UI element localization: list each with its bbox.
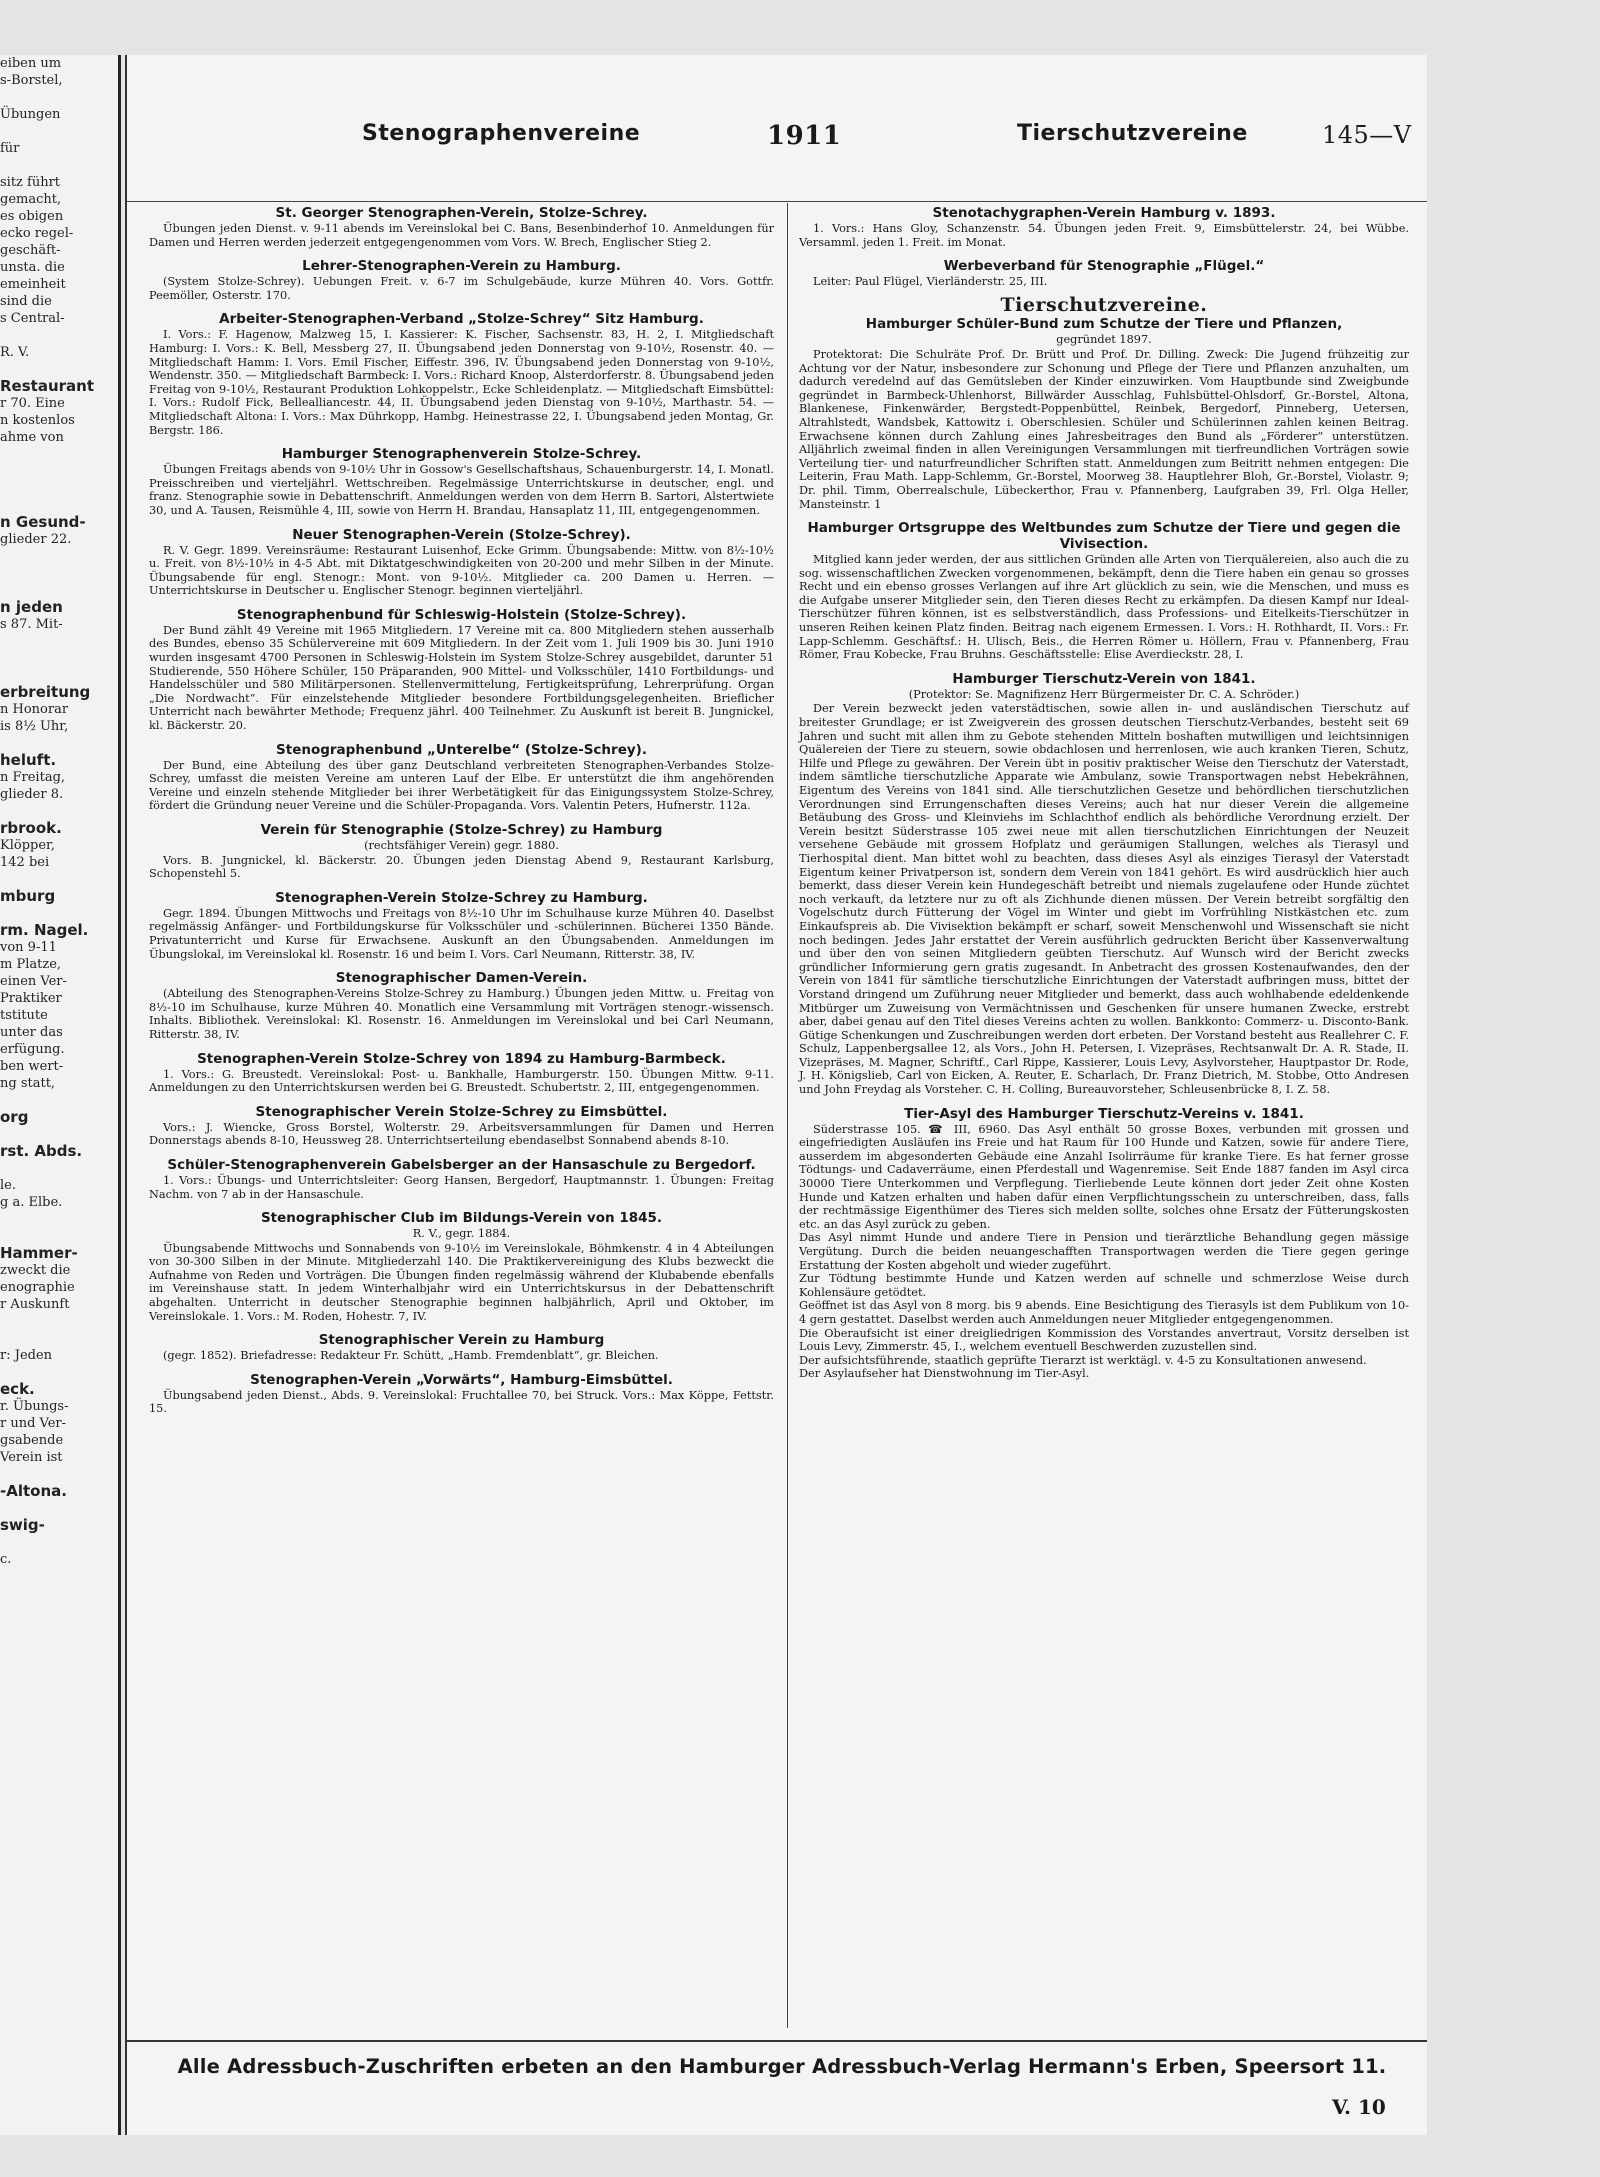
margin-fragment <box>0 89 118 106</box>
entry-title: Stenographen-Verein Stolze-Schrey zu Hamburg. <box>275 889 648 906</box>
margin-fragment: ben wert- <box>0 1059 64 1074</box>
entry-title: Stenotachygraphen-Verein Hamburg v. 1893. <box>932 205 1276 221</box>
entry-body: I. Vors.: F. Hagenow, Malzweg 15, I. Kassierer: K. Fischer, Sachsenstr. 83, H. 2, I. Mitgliedschaft Hamburg: I. Vors.: K. Bell, Messberg 27, II. Übungsabend jeden Donnerstag von 9-10½, Rosenstr. 40. — Mitgliedschaft Hamm: I. Vors. Emil Fischer, Eiffestr. 396, IV. Übungsabend jeden Donnerstag von 9-10½, Wendenstr. 350. — Mitgliedschaft Barmbeck: I. Vors.: Richard Knoop, Alsterdorferstr. 8. Übungsabend jeden Freitag von 9-10½, Restaurant Produktion Lohkoppelstr., Ecke Schleidenplatz. — Mitgliedschaft Eimsbüttel: I. Vors.: Rudolf Fick, Bellealliancestr. 44, II. Übungsabend jeden Dienstag von 9-10½, Marthastr. 54. — Mitgliedschaft Altona: I. Vors.: Max Dührkopp, Hambg. Heinestrasse 22, I. Übungsabend jeden Montag, Gr. Bergstr. 186. <box>149 328 774 437</box>
entry-title: Schüler-Stenographenverein Gabelsberger an der Hansaschule zu Bergedorf. <box>167 1156 756 1173</box>
entry-title: Stenographischer Verein zu Hamburg <box>318 1332 605 1349</box>
margin-fragment <box>0 667 118 684</box>
entry <box>149 970 774 1041</box>
footer-rule <box>127 2040 1427 2042</box>
entry <box>799 1106 1409 1381</box>
entry-subtitle: gegründet 1897. <box>1056 333 1152 347</box>
entry-title: Hamburger Stenographenverein Stolze-Schrey. <box>281 446 642 463</box>
margin-fragment: rst. Abds. <box>0 1142 83 1160</box>
entry-title: Hamburger Ortsgruppe des Weltbundes zum Schutze der Tiere und gegen die Vivisection. <box>807 520 1401 553</box>
right-column-top <box>799 205 1409 289</box>
margin-fragment <box>0 1211 118 1228</box>
margin-fragment: n Gesund- <box>0 513 86 531</box>
entry <box>149 311 774 437</box>
entry <box>149 1332 774 1363</box>
margin-fragment <box>0 480 118 497</box>
margin-fragment: heluft. <box>0 751 57 769</box>
entry-body: Mitglied kann jeder werden, der aus sittlichen Gründen alle Arten von Tierquälereien, also auch die zu sog. wissenschaftlichen Zwecken vorgenommenen, bekämpft, denn die Tiere haben ein genau so grosses Recht und ein ebenso grosses Verlangen auf ihre Art glücklich zu sein, wie die Menschen, und muss es die Aufgabe unserer Mitglieder sein, den Tieren dieses Recht zu erkämpfen. Da diesen Kampf nur Ideal-Tierschützer führen können, ist es selbstverständlich, dass Professions- und Eitelkeits-Tierschützer in unseren Reihen keinen Platz finden. Beitrag nach eigenem Ermessen. I. Vors.: H. Rothhardt, II. Vors.: Fr. Lapp-Schlemm. Geschäftsf.: H. Ulisch, Beis., die Herren Römer u. Höllern, Frau v. Pfannenberg, Frau Römer, Frau Kobecke, Frau Bruhns. Geschäftsstelle: Elise Averdieckstr. 28, I. <box>799 553 1409 662</box>
margin-fragment: rm. Nagel. <box>0 921 89 939</box>
margin-fragment <box>0 735 118 752</box>
right-column-main <box>799 316 1409 1381</box>
margin-fragment: Restaurant <box>0 377 94 395</box>
entry-title: Stenographenbund für Schleswig-Holstein (Stolze-Schrey). <box>236 606 687 623</box>
entry-body: 1. Vors.: Hans Gloy, Schanzenstr. 54. Übungen jeden Freit. 9, Eimsbüttelerstr. 24, bei Wübbe. Versamml. jeden 1. Freit. im Monat. <box>799 222 1409 249</box>
entry-title: Neuer Stenographen-Verein (Stolze-Schrey). <box>292 526 631 543</box>
entry-title: Tier-Asyl des Hamburger Tierschutz-Vereins v. 1841. <box>904 1105 1304 1122</box>
margin-fragment: n Honorar <box>0 702 69 717</box>
entry-body: Der Bund, eine Abteilung des über ganz Deutschland verbreiteten Stenographen-Verbandes Stolze-Schrey, umfasst die meisten Vereine am unteren Lauf der Elbe. Er unterstützt die ihm angehörenden Vereine und einzeln stehende Mitglieder bei ihrer Werbetätigkeit für das Einigungssystem Stolze-Schrey, fördert die Gründung neuer Vereine und die Schüler-Propaganda. Vors. Valentin Peters, Hufnerstr. 112a. <box>149 758 774 813</box>
margin-fragment: tstitute <box>0 1008 48 1023</box>
margin-fragment <box>0 1126 118 1143</box>
margin-fragment <box>0 1160 118 1177</box>
entry-body: Der Verein bezweckt jeden vaterstädtischen, sowie allen in- und ausländischen Tierschutz auf breitester Grundlage; er ist Zweigverein des grossen deutschen Tierschutz-Verbandes, besteht seit 69 Jahren und sucht mit allen ihm zu Gebote stehenden Mitteln boshaften mutwilligen und leichtsinnigen Quälereien der Tiere zu steuern, sowie obdachlosen und herrenlosen, wie auch kranken Tieren, Schutz, Hilfe und Pflege zu gewähren. Der Verein übt in positiv praktischer Weise den Tierschutz der Vaterstadt, indem sämtliche tierschutzliche Apparate wie Ambulanz, sowie Transportwagen nebst Hebekrähnen, Eigentum des Vereins von 1841 sind. Alle tierschutzlichen Gesetze und behördlichen tierschutzlichen Verordnungen sind Errungenschaften dieses Vereins; auch hat nur dieser Verein die allgemeine Betäubung des Gross- und Kleinviehs im Schlachthof endlich als behördliche Verordnung erzielt. Der Verein besitzt Süderstrasse 105 zwei neue mit allen tierschutzlichen Einrichtungen der Neuzeit versehene Gebäude mit grossem Hofplatz und geräumigen Stallungen, welches als Tierasyl und Tierhospital dient. Man bittet wohl zu beachten, dass dieses Asyl als einziges Tierasyl der Vaterstadt Eigentum keiner Privatperson ist, sondern dem Verein von 1841 gehört. Es wird ausdrücklich hier auch bemerkt, dass dieser Verein kein Hundegeschäft betreibt und niemals zugelaufene oder Hunde züchtet noch verkauft, da letztere nur zu oft als Zichhunde dienen müssen. Der Verein betreibt sorgfältig den Vogelschutz durch Fütterung der Vögel im Winter und giebt im Vorfrühling Nistkästchen etc. zum Einkaufspreis ab. Die Vivisektion bekämpft er scharf, soweit Menschenwohl und Wissenschaft sie nicht noch bedingen. Jedes Jahr erstattet der Verein ausführlich gedruckten Bericht über Kassenverwaltung und über den von seinen Mitgliedern geübten Tierschutz. Auf Wunsch wird der Bericht zwecks gründlicher Informierung gern gratis zugesandt. In Anbetracht des grossen Kostenaufwandes, den der Verein von 1841 für sämtliche tierschutzliche Einrichtungen der Vaterstadt aufbringen muss, bittet der Vorstand dringend um Zuführung neuer Mitglieder und bemerkt, dass auch wohlhabende edeldenkende Mitbürger um Zuweisung von Vermächtnissen und Geschenken für unsere humanen Zwecke, erstrebt aber, dabei genau auf den Titel dieses Vereins achten zu wollen. Bankkonto: Commerz- u. Disconto-Bank. Gütige Schenkungen und Zuschreibungen werden dort erbeten. Der Vorstand besteht aus Reallehrer C. F. Schulz, Lappenbergsallee 12, als Vors., John H. Petersen, I. Vizepräses, Rechtsanwalt Dr. A. R. Stade, II. Vizepräses, M. Magner, Schriftf., Carl Rippe, Kassierer, Louis Levy, Asylvorsteher, Hauptpastor Dr. Rode, J. H. Königslieb, Carl von Eicken, A. Reuter, E. Scharlach, Dr. Franz Dietrich, M. Stobbe, Otto Andresen und John Freydag als Vorsteher. C. H. Colling, Bureauvorsteher, Schleusenbrücke 8, I. Z. 58. <box>799 702 1409 1097</box>
margin-fragment: rbrook. <box>0 819 62 837</box>
entry <box>799 671 1409 1097</box>
margin-fragment <box>0 1330 118 1347</box>
margin-fragment <box>0 650 118 667</box>
entry <box>149 607 774 733</box>
margin-fragment: 142 bei <box>0 855 50 870</box>
entry-body: Übungen Freitags abends von 9-10½ Uhr in Gossow's Gesellschaftshaus, Schauenburgerstr. 14, I. Monatl. Preisschreiben und vierteljährl. Wettschreiben. Regelmässige Unterrichtskurse in deutscher, engl. und franz. Stenographie sowie in Debattenschrift. Anmeldungen werden von dem Herrn B. Sartori, Alstertwiete 30, und A. Tausen, Reismühle 4, III, sowie von Herrn H. Brandau, Hansaplatz 11, III, entgegengenommen. <box>149 463 774 517</box>
entry-body: Übungsabend jeden Dienst., Abds. 9. Vereinslokal: Fruchtallee 70, bei Struck. Vors.: Max Köppe, Fettstr. 15. <box>149 1388 774 1416</box>
margin-fragment: swig- <box>0 1516 45 1534</box>
margin-fragment: r: Jeden <box>0 1348 53 1363</box>
margin-fragment: s Central- <box>0 311 65 326</box>
entry-subtitle: (rechtsfähiger Verein) gegr. 1880. <box>364 839 559 852</box>
entry-title: Stenographen-Verein „Vorwärts“, Hamburg-Eimsbüttel. <box>250 1371 673 1388</box>
entry <box>149 890 774 961</box>
margin-fragment: R. V. <box>0 345 30 360</box>
entry-body: Süderstrasse 105. ☎ III, 6960. Das Asyl enthält 50 grosse Boxes, verbunden mit grossen und eingefriedigten Ausläufen ins Freie und hat Raum für 100 Hunde und Katzen, sowie für andere Tiere, ausserdem im abgesonderten Gebäude eine Anzahl Isolirräume für kranke Tiere. Es hat ferner grosse Tödtungs- und Cadaverräume, einen Pferdestall und Wagenremise. Seit Ende 1887 fanden im Asyl circa 30000 Tiere Unterkommen und Verpflegung. Tierliebende Leute können dort jeder Zeit ohne Kosten Hunde und Katzen erhalten und haben dafür einen Verpflichtungsschein zu unterschreiben, dass, falls der rechtmässige Eigenthümer des Tieres sich melden sollte, solches ohne Ersatz der Fütterungskosten etc. an das Asyl zurück zu geben. Das Asyl nimmt Hunde und andere Tiere in Pension und tierärztliche Behandlung gegen mässige Vergütung. Durch die beiden neuangeschafften Transportwagen werden die Tiere gegen geringe Erstattung der Kosten abgeholt und wieder zugeführt. Zur Tödtung bestimmte Hunde und Katzen werden auf schnelle und schmerzlose Weise durch Kohlensäure getödtet. Geöffnet ist das Asyl von 8 morg. bis 9 abends. Eine Besichtigung des Tierasyls ist dem Publikum von 10-4 gern gestattet. Daselbst werden auch Anmeldungen neuer Mitglieder entgegengenommen. Die Oberaufsicht ist einer dreigliedrigen Kommission des Vorstandes anvertraut, Vorsitz derselben ist Louis Levy, Zimmerstr. 45, I., welchem eventuell Beschwerden zuzustellen sind. Der aufsichtsführende, staatlich geprüfte Tierarzt ist werktägl. v. 4-5 zu Konsultationen anwesend. Der Asylaufseher hat Dienstwohnung im Tier-Asyl. <box>799 1122 1409 1381</box>
entry-body: Übungsabende Mittwochs und Sonnabends von 9-10½ im Vereinslokale, Böhmkenstr. 4 in 4 Abteilungen von 30-300 Silben in der Minute. Mitgliederzahl 140. Die Praktikervereinigung des Klubs bezweckt die Aufnahme von Reden und Vorträgen. Die Übungen finden regelmässig während der Klubabende ebenfalls im Vereinshause statt. In jedem Winterhalbjahr wird ein Unterrichtskursus in der Debattenschrift abgehalten. Unterricht in deutscher Stenographie beginnen halbjährlich, April und Oktober, im Vereinslokale. 1. Vors.: M. Roden, Hohestr. 7, IV. <box>149 1241 774 1323</box>
margin-fragment: erfügung. <box>0 1042 65 1057</box>
entry <box>149 258 774 302</box>
entry-body: Leiter: Paul Flügel, Vierländerstr. 25, III. <box>813 275 1048 289</box>
entry-body: Vors.: J. Wiencke, Gross Borstel, Wolterstr. 29. Arbeitsversammlungen für Damen und Herren Donnerstags abends 8-10, Heussweg 28. Unterrichtserteilung ebendaselbst Sonnabend abends 8-10. <box>149 1120 774 1148</box>
margin-fragment: für <box>0 141 20 156</box>
margin-fragment <box>0 123 118 140</box>
margin-fragment: org <box>0 1108 29 1126</box>
margin-fragment <box>0 1092 118 1109</box>
entry-body: (System Stolze-Schrey). Uebungen Freit. v. 6-7 im Schulgebäude, kurze Mühren 40. Vors. Gottfr. Peemöller, Osterstr. 170. <box>149 275 774 302</box>
entry <box>149 742 774 813</box>
entry <box>149 205 774 249</box>
margin-fragment: es obigen <box>0 209 64 224</box>
margin-fragment: eiben um <box>0 56 62 71</box>
margin-fragment <box>0 446 118 463</box>
entry-body: Der Bund zählt 49 Vereine mit 1965 Mitgliedern. 17 Vereine mit ca. 800 Mitgliedern stehen ausserhalb des Bundes, ebenso 35 Schülervereine mit 609 Mitgliedern. In der Zeit vom 1. Juli 1909 bis 30. Juni 1910 wurden insgesamt 4700 Personen in Schleswig-Holstein im System Stolze-Schrey ausgebildet, darunter 51 Studierende, 550 Höhere Schüler, 150 Präparanden, 900 Mittel- und Volksschüler, 1410 Fortbildungs- und Handelsschüler und 580 Militärpersonen. Stellenvermittelung, Fertigkeitsprüfung, Lehrerprüfung. Organ „Die Nordwacht“. Für einzelstehende Mitglieder besondere Fortbildungsgelegenheiten. Brieflicher Unterricht nach bewährter Methode; Frequenz jährl. 400 Teilnehmer. Zu Auskunft ist bereit B. Jungnickel, kl. Bäckerstr. 20. <box>149 623 774 733</box>
entry-body: Vors. B. Jungnickel, kl. Bäckerstr. 20. Übungen jeden Dienstag Abend 9, Restaurant Karlsburg, Schopenstehl 5. <box>149 853 774 881</box>
margin-fragment: geschäft- <box>0 243 61 258</box>
entry-body: 1. Vors.: G. Breustedt. Vereinslokal: Post- u. Bankhalle, Hamburgerstr. 150. Übungen Mittw. 9-11. Anmeldungen zu den Unterrichtskursen werden bei G. Breustedt. Schubertstr. 2, III, entgegengenommen. <box>149 1067 774 1095</box>
left-column <box>149 205 774 1425</box>
margin-fragment: is 8½ Uhr, <box>0 719 69 734</box>
entry <box>799 258 1409 289</box>
margin-fragment <box>0 905 118 922</box>
margin-fragment <box>0 157 118 174</box>
margin-fragment: Hammer- <box>0 1244 78 1262</box>
margin-fragment <box>0 803 118 820</box>
margin-fragment <box>0 361 118 378</box>
entry-title: Arbeiter-Stenographen-Verband „Stolze-Schrey“ Sitz Hamburg. <box>219 311 704 328</box>
entry-body: Übungen jeden Dienst. v. 9-11 abends im Vereinslokal bei C. Bans, Besenbinderhof 10. Anmeldungen für Damen und Herren werden jederzeit entgegengenommen vom Vors. W. Brech, Englischer Stieg 2. <box>149 222 774 249</box>
header-page-number: 145—V <box>1322 121 1412 149</box>
margin-fragment: gemacht, <box>0 192 62 207</box>
margin-fragment <box>0 871 118 888</box>
margin-fragment: gsabende <box>0 1433 64 1448</box>
entry-subtitle: (Protektor: Se. Magnifizenz Herr Bürgermeister Dr. C. A. Schröder.) <box>908 687 1300 701</box>
margin-fragment: r Auskunft <box>0 1297 70 1312</box>
entry <box>149 1157 774 1201</box>
header-right-title: Tierschutzvereine <box>1017 121 1248 146</box>
entry-title: Stenographen-Verein Stolze-Schrey von 1894 zu Hamburg-Barmbeck. <box>197 1050 726 1067</box>
entry <box>149 1210 774 1323</box>
margin-fragment: Verein ist <box>0 1450 63 1465</box>
header-year: 1911 <box>767 121 842 151</box>
margin-fragment <box>0 548 118 565</box>
entry <box>149 446 774 517</box>
entry <box>799 520 1409 662</box>
header-rule <box>127 201 1427 202</box>
margin-fragment: Übungen <box>0 107 61 122</box>
margin-fragment: n Freitag, <box>0 770 66 785</box>
entry-title: St. Georger Stenographen-Verein, Stolze-Schrey. <box>275 205 648 221</box>
entry <box>799 205 1409 249</box>
entry-body: (Abteilung des Stenographen-Vereins Stolze-Schrey zu Hamburg.) Übungen jeden Mittw. u. Freitag von 8½-10 im Schulhause, kurze Mühren 40. Monatlich eine Versammlung mit Vorträgen stenogr.-wissensch. Inhalts. Bibliothek. Vereinslokal: Kl. Rosenstr. 16. Anmeldungen im Vereinslokal und bei Carl Neumann, Ritterstr. 38, IV. <box>149 987 774 1041</box>
entry <box>149 1051 774 1095</box>
entry-title: Stenographischer Club im Bildungs-Verein von 1845. <box>260 1210 663 1227</box>
margin-fragment <box>0 633 118 650</box>
entry-subtitle: R. V., gegr. 1884. <box>412 1227 511 1241</box>
page <box>125 55 1427 2135</box>
section-title: Tierschutzvereine. <box>1000 293 1208 316</box>
margin-fragment <box>0 1500 118 1517</box>
header-left-title: Stenographenvereine <box>362 121 641 146</box>
margin-fragment: mburg <box>0 887 56 905</box>
entry-body: 1. Vors.: Übungs- und Unterrichtsleiter: Georg Hansen, Bergedorf, Hauptmannstr. 1. Übungen: Freitag Nachm. von 7 ab in der Hansaschule. <box>149 1173 774 1201</box>
margin-fragment <box>0 1364 118 1381</box>
margin-fragment <box>0 327 118 344</box>
margin-fragment: n kostenlos <box>0 413 75 428</box>
margin-fragment: unsta. die <box>0 260 65 275</box>
margin-fragment: zweckt die <box>0 1263 71 1278</box>
margin-fragment: le. <box>0 1178 16 1193</box>
page-reference: V. 10 <box>1332 2095 1386 2119</box>
margin-fragment: erbreitung <box>0 683 91 701</box>
margin-fragment: r 70. Eine <box>0 396 65 411</box>
footer-notice: Alle Adressbuch-Zuschriften erbeten an den Hamburger Adressbuch-Verlag Hermann's Erben, Speersort 11. <box>177 2055 1387 2078</box>
margin-fragment: glieder 22. <box>0 532 72 547</box>
margin-fragment: von 9-11 <box>0 940 57 955</box>
margin-fragment: r. Übungs- <box>0 1399 69 1414</box>
margin-fragment: Klöpper, <box>0 838 55 853</box>
margin-fragment: -Altona. <box>0 1482 67 1500</box>
margin-fragment: enographie <box>0 1280 75 1295</box>
margin-fragment <box>0 497 118 514</box>
margin-fragment <box>0 582 118 599</box>
entry-title: Stenographenbund „Unterelbe“ (Stolze-Schrey). <box>276 741 647 758</box>
margin-fragment <box>0 463 118 480</box>
entry <box>149 1372 774 1416</box>
margin-fragment <box>0 1534 118 1551</box>
entry-title: Lehrer-Stenographen-Verein zu Hamburg. <box>302 258 621 275</box>
margin-fragment: Praktiker <box>0 991 62 1006</box>
margin-fragment: n jeden <box>0 598 63 616</box>
margin-fragment: m Platze, <box>0 957 62 972</box>
entry-body: R. V. Gegr. 1899. Vereinsräume: Restaurant Luisenhof, Ecke Grimm. Übungsabende: Mittw. von 8½-10½ u. Freit. von 8½-10½ in 4-5 Abt. mit Diktatgeschwindigkeiten von 20-200 und mehr Silben in der Minute. Übungsabende für engl. Stenogr.: Mont. von 9-10½. Mitglieder ca. 200 Damen u. Herren. — Unterrichtskurse in Deutscher u. Englischer Stenogr. beginnen vierteljährl. <box>149 543 774 598</box>
entry-title: Werbeverband für Stenographie „Flügel.“ <box>943 258 1265 275</box>
entry-body: Protektorat: Die Schulräte Prof. Dr. Brütt und Prof. Dr. Dilling. Zweck: Die Jugend frühzeitig zur Achtung vor der Natur, insbesondere zur Schonung und Pflege der Tiere und Pflanzen anzuhalten, um dadurch veredelnd auf das Gemütsleben der Kinder einzuwirken. Vom Hauptbunde sind Zweigbunde gegründet in Barmbeck-Uhlenhorst, Billwärder Ausschlag, Fuhlsbüttel-Ohlsdorf, Gr.-Borstel, Altona, Blankenese, Finkenwärder, Bergstedt-Poppenbüttel, Reinbek, Bergedorf, Pinneberg, Uetersen, Altrahlstedt, Wandsbek, Kattowitz i. Oberschlesien. Schüler und Schülerinnen zahlen keinen Beitrag. Erwachsene können durch Zahlung eines Jahresbeitrages den Bund als „Förderer“ unterstützen. Alljährlich zweimal finden in allen Vereinigungen Versammlungen mit tierfreundlichen Vorträgen sowie Verteilung tier- und naturfreundlicher Schriften statt. Anmeldungen zum Beitritt nehmen entgegen: Die Leiterin, Frau Math. Lapp-Schlemm, Gr.-Borstel, Moorweg 38. Hauptlehrer Bloh, Gr.-Borstel, Violastr. 9; Dr. phil. Timm, Oberrealschule, Lübeckerthor, Frau v. Pfannenberg, Laufgraben 39, Frl. Olga Heller, Mansteinstr. 1 <box>799 347 1409 511</box>
margin-fragment: sind die <box>0 294 52 309</box>
margin-fragment: s-Borstel, <box>0 73 63 88</box>
entry <box>149 527 774 598</box>
entry-title: Hamburger Schüler-Bund zum Schutze der Tiere und Pflanzen, <box>865 316 1343 333</box>
right-column <box>799 205 1409 1390</box>
margin-fragment: sitz führt <box>0 175 61 190</box>
margin-fragment: ahme von <box>0 430 64 445</box>
margin-fragment: g a. Elbe. <box>0 1195 63 1210</box>
entry-body: (gegr. 1852). Briefadresse: Redakteur Fr. Schütt, „Hamb. Fremdenblatt“, gr. Bleichen. <box>163 1349 659 1363</box>
margin-fragment: emeinheit <box>0 277 66 292</box>
margin-fragment: s 87. Mit- <box>0 617 63 632</box>
entry <box>799 316 1409 511</box>
margin-fragment: ecko regel- <box>0 226 74 241</box>
margin-fragment: glieder 8. <box>0 787 64 802</box>
margin-fragment: eck. <box>0 1380 35 1398</box>
margin-fragment <box>0 1466 118 1483</box>
entry <box>149 822 774 881</box>
margin-fragment: einen Ver- <box>0 974 67 989</box>
previous-page-margin <box>0 55 121 2135</box>
margin-fragment: r und Ver- <box>0 1416 67 1431</box>
margin-fragment: unter das <box>0 1025 63 1040</box>
entry <box>149 1104 774 1148</box>
entry-title: Stenographischer Verein Stolze-Schrey zu Eimsbüttel. <box>255 1103 668 1120</box>
entry-title: Stenographischer Damen-Verein. <box>335 970 588 987</box>
entry-body: Gegr. 1894. Übungen Mittwochs und Freitags von 8½-10 Uhr im Schulhause kurze Mühren 40. Daselbst regelmässig Anfänger- und Fortbildungskurse für Volksschüler und -schülerinnen. Bücherei 1350 Bände. Privatunterricht und Kurse für Erwachsene. Auskunft an den Übungsabenden. Anmeldungen im Übungslokal, im Vereinslokal kl. Rosenstr. 16 und beim I. Vors. Carl Neumann, Ritterstr. 38, IV. <box>149 906 774 961</box>
entry-title: Verein für Stenographie (Stolze-Schrey) zu Hamburg <box>260 822 663 838</box>
entry-title: Hamburger Tierschutz-Verein von 1841. <box>952 670 1256 687</box>
margin-fragment: c. <box>0 1552 12 1567</box>
margin-fragment: ng statt, <box>0 1076 56 1091</box>
margin-fragment <box>0 1228 118 1245</box>
column-divider <box>787 203 788 2028</box>
margin-fragment <box>0 565 118 582</box>
margin-fragment <box>0 1313 118 1330</box>
